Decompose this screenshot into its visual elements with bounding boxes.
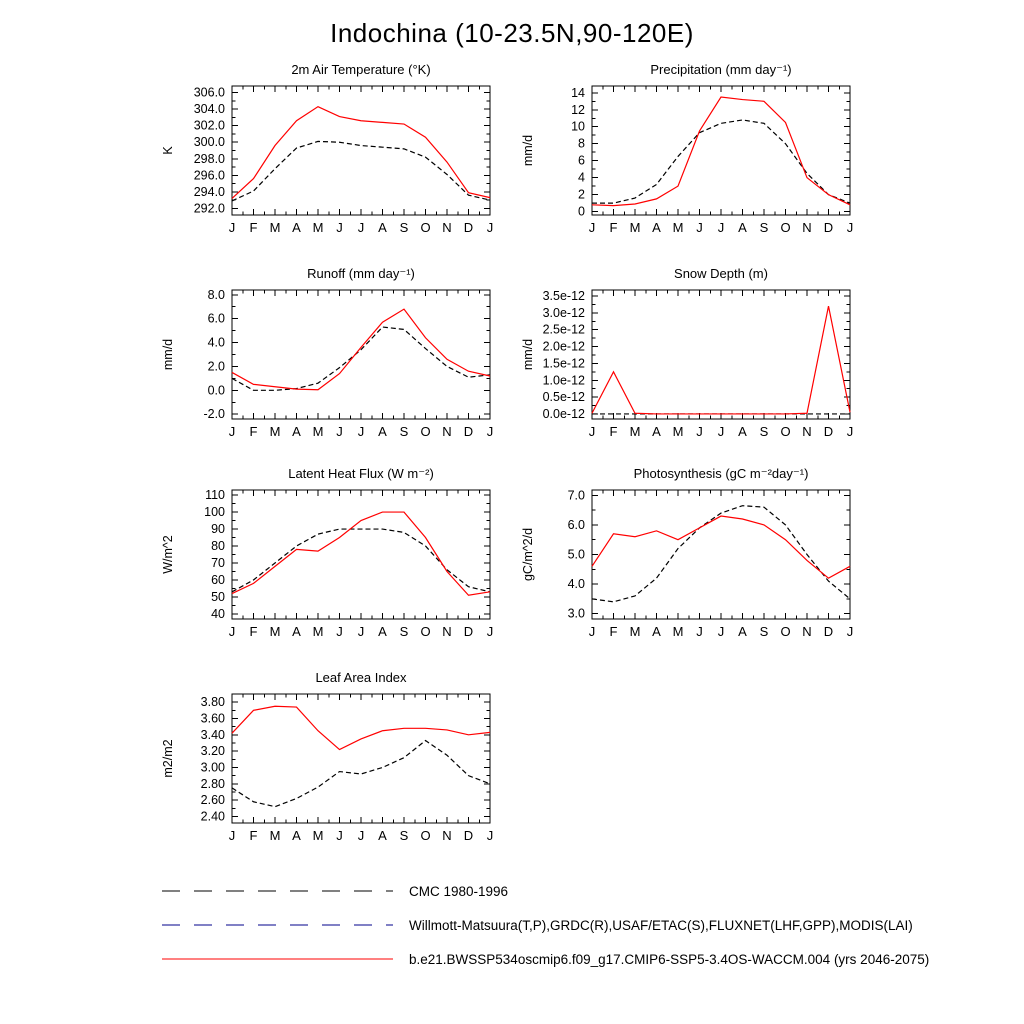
y-tick-label: 0.0e-12 bbox=[542, 406, 585, 421]
chart-title: Snow Depth (m) bbox=[674, 266, 768, 281]
y-tick-label: 0.5e-12 bbox=[542, 390, 585, 405]
x-tick-label: A bbox=[738, 220, 747, 235]
x-tick-label: J bbox=[486, 828, 494, 843]
panel-runoff bbox=[150, 264, 510, 442]
panel-air-temperature bbox=[150, 60, 510, 238]
x-tick-label: J bbox=[696, 424, 703, 439]
y-axis-label: W/m^2 bbox=[161, 535, 175, 574]
panel-precipitation bbox=[510, 60, 870, 238]
x-tick-label: A bbox=[292, 624, 301, 639]
x-tick-label: D bbox=[463, 220, 474, 235]
y-tick-label: 8 bbox=[578, 136, 585, 151]
y-tick-label: 294.0 bbox=[193, 184, 225, 199]
x-tick-label: J bbox=[588, 424, 596, 439]
y-tick-label: 298.0 bbox=[193, 151, 225, 166]
x-tick-label: N bbox=[442, 220, 452, 235]
x-tick-label: J bbox=[357, 624, 365, 639]
x-tick-label: N bbox=[802, 424, 812, 439]
legend-item bbox=[160, 874, 1000, 908]
chart-title: Photosynthesis (gC m⁻²day⁻¹) bbox=[633, 466, 809, 481]
y-tick-label: 2.60 bbox=[200, 793, 225, 808]
page-title: Indochina (10-23.5N,90-120E) bbox=[330, 18, 694, 48]
plot-frame bbox=[232, 290, 490, 419]
chart-title: 2m Air Temperature (°K) bbox=[291, 62, 431, 77]
x-tick-label: N bbox=[442, 624, 452, 639]
y-tick-label: -2.0 bbox=[203, 407, 225, 422]
y-tick-label: 300.0 bbox=[193, 135, 225, 150]
y-axis-label: mm/d bbox=[521, 134, 535, 167]
series-obs bbox=[592, 120, 850, 203]
x-tick-label: A bbox=[378, 624, 387, 639]
x-tick-label: M bbox=[672, 220, 684, 235]
x-tick-label: D bbox=[823, 424, 834, 439]
x-tick-label: J bbox=[228, 424, 236, 439]
x-tick-label: S bbox=[399, 424, 409, 439]
x-tick-label: J bbox=[846, 220, 854, 235]
x-tick-label: F bbox=[609, 424, 618, 439]
x-tick-label: J bbox=[696, 624, 703, 639]
x-tick-label: M bbox=[269, 624, 281, 639]
x-tick-label: J bbox=[717, 220, 725, 235]
y-tick-label: 2.0 bbox=[207, 359, 225, 374]
x-tick-label: S bbox=[759, 220, 769, 235]
y-tick-label: 0.0 bbox=[207, 383, 225, 398]
x-tick-label: F bbox=[249, 828, 258, 843]
chart-title: Precipitation (mm day⁻¹) bbox=[650, 62, 792, 77]
x-tick-label: M bbox=[629, 424, 641, 439]
x-tick-label: O bbox=[420, 828, 431, 843]
y-tick-label: 80 bbox=[211, 539, 225, 554]
x-tick-label: J bbox=[588, 624, 596, 639]
x-tick-label: A bbox=[378, 828, 387, 843]
x-tick-label: F bbox=[609, 220, 618, 235]
x-tick-label: O bbox=[780, 624, 791, 639]
y-tick-label: 8.0 bbox=[207, 287, 225, 302]
y-tick-label: 302.0 bbox=[193, 118, 225, 133]
panel-leaf-area-index bbox=[150, 668, 510, 846]
series-model bbox=[592, 306, 850, 414]
legend-item bbox=[160, 908, 1000, 942]
legend-label: Willmott-Matsuura(T,P),GRDC(R),USAF/ETAC(S),FLUXNET(LHF,GPP),MODIS(LAI) bbox=[409, 917, 913, 933]
y-tick-label: 2.40 bbox=[200, 809, 225, 824]
y-axis-label: m2/m2 bbox=[161, 739, 175, 778]
legend-label: b.e21.BWSSP534oscmip6.f09_g17.CMIP6-SSP5-3.4OS-WACCM.004 (yrs 2046-2075) bbox=[409, 951, 930, 967]
chart-leaf-area-index bbox=[150, 668, 510, 846]
y-tick-label: 1.5e-12 bbox=[542, 356, 585, 371]
y-tick-label: 3.0 bbox=[567, 606, 585, 621]
x-tick-label: S bbox=[759, 624, 769, 639]
x-tick-label: M bbox=[312, 424, 324, 439]
x-tick-label: J bbox=[228, 624, 236, 639]
x-tick-label: A bbox=[292, 828, 301, 843]
x-tick-label: M bbox=[269, 220, 281, 235]
y-tick-label: 3.5e-12 bbox=[542, 289, 585, 304]
x-tick-label: F bbox=[249, 424, 258, 439]
legend bbox=[160, 874, 1000, 976]
legend-line-obs1 bbox=[160, 881, 395, 901]
y-tick-label: 3.80 bbox=[200, 695, 225, 710]
x-tick-label: J bbox=[357, 424, 365, 439]
x-tick-label: M bbox=[672, 624, 684, 639]
series-obs bbox=[232, 327, 490, 390]
y-tick-label: 70 bbox=[211, 555, 225, 570]
y-tick-label: 3.00 bbox=[200, 760, 225, 775]
x-tick-label: S bbox=[399, 624, 409, 639]
x-tick-label: J bbox=[228, 828, 236, 843]
x-tick-label: J bbox=[357, 220, 365, 235]
x-tick-label: M bbox=[672, 424, 684, 439]
x-tick-label: A bbox=[292, 424, 301, 439]
y-tick-label: 90 bbox=[211, 522, 225, 537]
y-tick-label: 6.0 bbox=[567, 517, 585, 532]
x-tick-label: D bbox=[463, 424, 474, 439]
y-tick-label: 40 bbox=[211, 606, 225, 621]
y-tick-label: 3.0e-12 bbox=[542, 305, 585, 320]
y-tick-label: 3.20 bbox=[200, 744, 225, 759]
series-model bbox=[232, 706, 490, 749]
series-obs bbox=[232, 141, 490, 201]
x-tick-label: M bbox=[312, 220, 324, 235]
x-tick-label: J bbox=[846, 424, 854, 439]
x-tick-label: A bbox=[738, 624, 747, 639]
x-tick-label: J bbox=[696, 220, 703, 235]
x-tick-label: J bbox=[486, 624, 494, 639]
y-tick-label: 10 bbox=[571, 119, 585, 134]
series-model bbox=[232, 107, 490, 199]
x-tick-label: A bbox=[292, 220, 301, 235]
x-tick-label: N bbox=[802, 624, 812, 639]
x-tick-label: A bbox=[738, 424, 747, 439]
x-tick-label: N bbox=[442, 424, 452, 439]
x-tick-label: J bbox=[717, 424, 725, 439]
x-tick-label: D bbox=[463, 624, 474, 639]
x-tick-label: F bbox=[249, 220, 258, 235]
x-tick-label: O bbox=[420, 220, 431, 235]
y-tick-label: 6 bbox=[578, 153, 585, 168]
legend-line-obs2 bbox=[160, 915, 395, 935]
y-tick-label: 110 bbox=[205, 488, 225, 503]
series-model bbox=[592, 97, 850, 206]
panel-photosynthesis bbox=[510, 464, 870, 642]
x-tick-label: J bbox=[486, 220, 494, 235]
x-tick-label: F bbox=[609, 624, 618, 639]
y-tick-label: 0 bbox=[578, 204, 585, 219]
x-tick-label: A bbox=[378, 424, 387, 439]
x-tick-label: J bbox=[336, 220, 343, 235]
y-tick-label: 3.40 bbox=[200, 727, 225, 742]
x-tick-label: A bbox=[652, 624, 661, 639]
x-tick-label: S bbox=[399, 220, 409, 235]
chart-precipitation bbox=[510, 60, 870, 238]
x-tick-label: O bbox=[420, 624, 431, 639]
chart-title: Runoff (mm day⁻¹) bbox=[307, 266, 415, 281]
series-model bbox=[592, 516, 850, 578]
panel-snow-depth bbox=[510, 264, 870, 442]
y-tick-label: 100 bbox=[204, 505, 225, 520]
chart-photosynthesis bbox=[510, 464, 870, 642]
series-obs bbox=[232, 529, 490, 592]
x-tick-label: J bbox=[357, 828, 365, 843]
x-tick-label: D bbox=[823, 624, 834, 639]
y-tick-label: 4 bbox=[578, 170, 585, 185]
x-tick-label: D bbox=[463, 828, 474, 843]
y-tick-label: 12 bbox=[571, 102, 585, 117]
panel-latent-heat-flux bbox=[150, 464, 510, 642]
y-tick-label: 292.0 bbox=[193, 201, 225, 216]
y-tick-label: 306.0 bbox=[193, 85, 225, 100]
y-tick-label: 296.0 bbox=[193, 168, 225, 183]
series-model bbox=[232, 512, 490, 595]
chart-latent-heat-flux bbox=[150, 464, 510, 642]
x-tick-label: M bbox=[269, 828, 281, 843]
y-tick-label: 2 bbox=[578, 187, 585, 202]
x-tick-label: J bbox=[486, 424, 494, 439]
x-tick-label: N bbox=[802, 220, 812, 235]
x-tick-label: O bbox=[780, 220, 791, 235]
y-tick-label: 50 bbox=[211, 589, 225, 604]
y-axis-label: K bbox=[161, 146, 175, 155]
y-tick-label: 14 bbox=[571, 85, 585, 100]
chart-snow-depth bbox=[510, 264, 870, 442]
y-tick-label: 4.0 bbox=[207, 335, 225, 350]
legend-line-model bbox=[160, 949, 395, 969]
y-tick-label: 7.0 bbox=[567, 488, 585, 503]
x-tick-label: M bbox=[312, 624, 324, 639]
x-tick-label: M bbox=[312, 828, 324, 843]
x-tick-label: N bbox=[442, 828, 452, 843]
x-tick-label: M bbox=[629, 624, 641, 639]
y-tick-label: 1.0e-12 bbox=[542, 373, 585, 388]
y-tick-label: 2.5e-12 bbox=[542, 322, 585, 337]
legend-label: CMC 1980-1996 bbox=[409, 883, 509, 899]
y-tick-label: 4.0 bbox=[567, 577, 585, 592]
x-tick-label: D bbox=[823, 220, 834, 235]
x-tick-label: O bbox=[420, 424, 431, 439]
x-tick-label: J bbox=[846, 624, 854, 639]
x-tick-label: J bbox=[228, 220, 236, 235]
x-tick-label: M bbox=[629, 220, 641, 235]
series-obs bbox=[232, 741, 490, 807]
x-tick-label: S bbox=[759, 424, 769, 439]
series-obs bbox=[592, 506, 850, 602]
x-tick-label: A bbox=[652, 220, 661, 235]
chart-title: Leaf Area Index bbox=[315, 670, 407, 685]
y-tick-label: 60 bbox=[211, 572, 225, 587]
x-tick-label: J bbox=[588, 220, 596, 235]
plot-frame bbox=[232, 86, 490, 215]
y-axis-label: mm/d bbox=[161, 338, 175, 371]
y-axis-label: mm/d bbox=[521, 338, 535, 371]
y-tick-label: 6.0 bbox=[207, 311, 225, 326]
y-tick-label: 304.0 bbox=[193, 102, 225, 117]
y-axis-label: gC/m^2/d bbox=[521, 527, 535, 582]
legend-item bbox=[160, 942, 1000, 976]
x-tick-label: J bbox=[336, 624, 343, 639]
plot-frame bbox=[232, 490, 490, 619]
y-tick-label: 3.60 bbox=[200, 711, 225, 726]
y-tick-label: 2.80 bbox=[200, 776, 225, 791]
x-tick-label: O bbox=[780, 424, 791, 439]
y-tick-label: 5.0 bbox=[567, 547, 585, 562]
y-tick-label: 2.0e-12 bbox=[542, 339, 585, 354]
plot-frame bbox=[592, 86, 850, 215]
x-tick-label: A bbox=[652, 424, 661, 439]
x-tick-label: S bbox=[399, 828, 409, 843]
plot-frame bbox=[592, 290, 850, 419]
x-tick-label: A bbox=[378, 220, 387, 235]
chart-title: Latent Heat Flux (W m⁻²) bbox=[288, 466, 434, 481]
chart-runoff bbox=[150, 264, 510, 442]
x-tick-label: F bbox=[249, 624, 258, 639]
plot-frame bbox=[592, 490, 850, 619]
x-tick-label: J bbox=[336, 828, 343, 843]
chart-air-temperature bbox=[150, 60, 510, 238]
x-tick-label: J bbox=[336, 424, 343, 439]
x-tick-label: J bbox=[717, 624, 725, 639]
x-tick-label: M bbox=[269, 424, 281, 439]
